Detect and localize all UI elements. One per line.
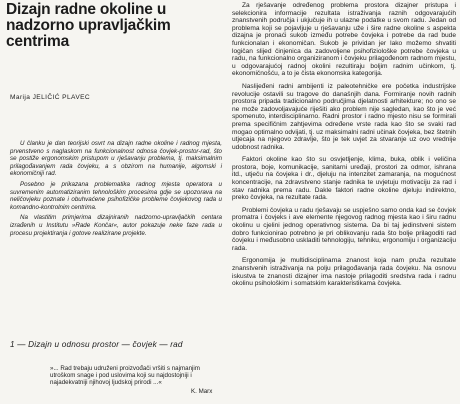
body-paragraph: Naslijeđeni radni ambijenti iz paleotehničke ere početka industrijske revolucije ostavili su tragove do današnjih dana. Formiranje novih radnih prostora pripada tradicionalno područjima djelatnosti arhitekture; no ono se ne može zadovoljavajuće riješiti ako problem nije sagledan, kao što je već spomenuto, interdisciplinarno. Radni prostor i radno mjesto nisu se formirali prema specifičnim zahtjevima određene vrste rada kao što se svaki rad mogao optimalno odvijati, tj. uz maksimalni radni učinak čovjeka, bez štetnih utjecaja na njegovo zdravlje, što je tek uvjet za stvaranje uz ovo vrednije udobnost radnika. (232, 82, 456, 151)
body-paragraph: Problemi čovjeka u radu rješavaju se uspješno samo onda kad se čovjek promatra i čovjeks i ave elemente njegovog radnog mjesta kao i širu radnu okolinu u cjelini jednog operativnog sistema. Da bi taj jedinstveni sistem dobro funkcionirao potrebno je pri oblikovanju rada što bolje prilagoditi rad čovjeku i međusobno uskladiti tehnologiju, tehniku, ergonomiju i organizaciju rada. (232, 206, 456, 252)
abstract-paragraph: Na vlastitim primjerima dizajniranih nadzorno-upravljačkih centara izrađenih u Institutu »Rade Končar«, autor pokazuje neke faze rada u procesu projektiranja i gotove realizirane projekte. (10, 214, 222, 237)
abstract-paragraph: U članku je dan teorijski osvrt na dizajn radne okoline i radnog mjesta, prvenstveno s naglaskom na funkcionalnost odnosa čovjek-prostor-rad, što se postiže ergonomskim pristupom u rješavanju problema, tj. maksimalnim prilagođavanjem rada čovjeku, a s obzirom na humanije, algomski i ekonomičniji rad. (10, 140, 222, 178)
body-text (232, 2, 456, 293)
author-name: Marija JELIČIĆ PLAVEC (10, 94, 91, 101)
abstract-paragraph: Posebno je prikazana problematika radnog mjesta operatora u suvremenim automatiziranim tehnološkim procesima gdje se upozorava na neličovjeku poznate i obuhvaćene psihofizičke probleme čovjekovog rada u komandno-kontrolnim centrima. (10, 180, 222, 211)
body-paragraph: Ergonomija je multidisciplinarna znanost koja nam pruža rezultate znanstvenih istraživanja na polju prilagođavanja rada čovjeku. Na osnovu iskustva te znanosti dizajner ima nastoje prilagoditi sredstva rada i radnu okolinu psihološkim i somatskim karakteristikama čovjeka. (232, 257, 456, 288)
body-paragraph: Za rješavanje određenog problema prostora dizajner pristupa i selekcionira informacije rezultata istraživanja raznih odgovarajućih znanstvenih područja i ukjučuje ih u ulazne podatke u svom radu. Jedan od problema koji se pojavljuje u rješavanju uže i šire radne okoline s aspekta dizajna je pronaći sukob između potrebe čovjeka i potrebe da rad bude funkcionalan i ekonomičan. Sukob je prividan jer lako možemo shvatiti logičan slijed činjenica da zadovoljene psihofiziološke potrebe čovjeka u radu, na funkcionalno organiziranom i čovjeku prilagođenom radnom mjestu, u odgovarajućoj radnoj okolini rezultiraju boljim radnim učinkom, tj. ekonomičnošću, a to je čista ekonomska kategorija. (232, 2, 456, 78)
article-title: Dizajn radne okoline u nadzorno upravljačkim centrima (6, 1, 171, 50)
epigraph-quote (50, 365, 218, 387)
quote-text: »... Rad trebaju udruženi proizvođači vršiti s najmanjim utroškom snage i pod uslovima koji su najdostojniji i najadekvatniji njihovoj ljudskoj prirodi ...« (50, 365, 200, 387)
quote-author: K. Marx (191, 388, 213, 395)
body-paragraph: Faktori okoline kao što su osvjetljenje, klima, buka, oblik i veličina prostora, boje, komunikacije, sanitarni uređaji, prostori za odmor, ishrana itd., utječu na čovjeka i dr., djeluju na intenzitet zamaranja, na mogućnost koncentracije, na zdravstveno stanje radnika te uvjetuju motivaciju za rad i stav radnika prema radu. Dakle faktori radne okoline djeluju indirektno, preko čovjeka, na rezultate rada. (232, 156, 456, 202)
abstract (10, 140, 222, 240)
section-heading: 1 — Dizajn u odnosu prostor — čovjek — rad (10, 340, 183, 349)
